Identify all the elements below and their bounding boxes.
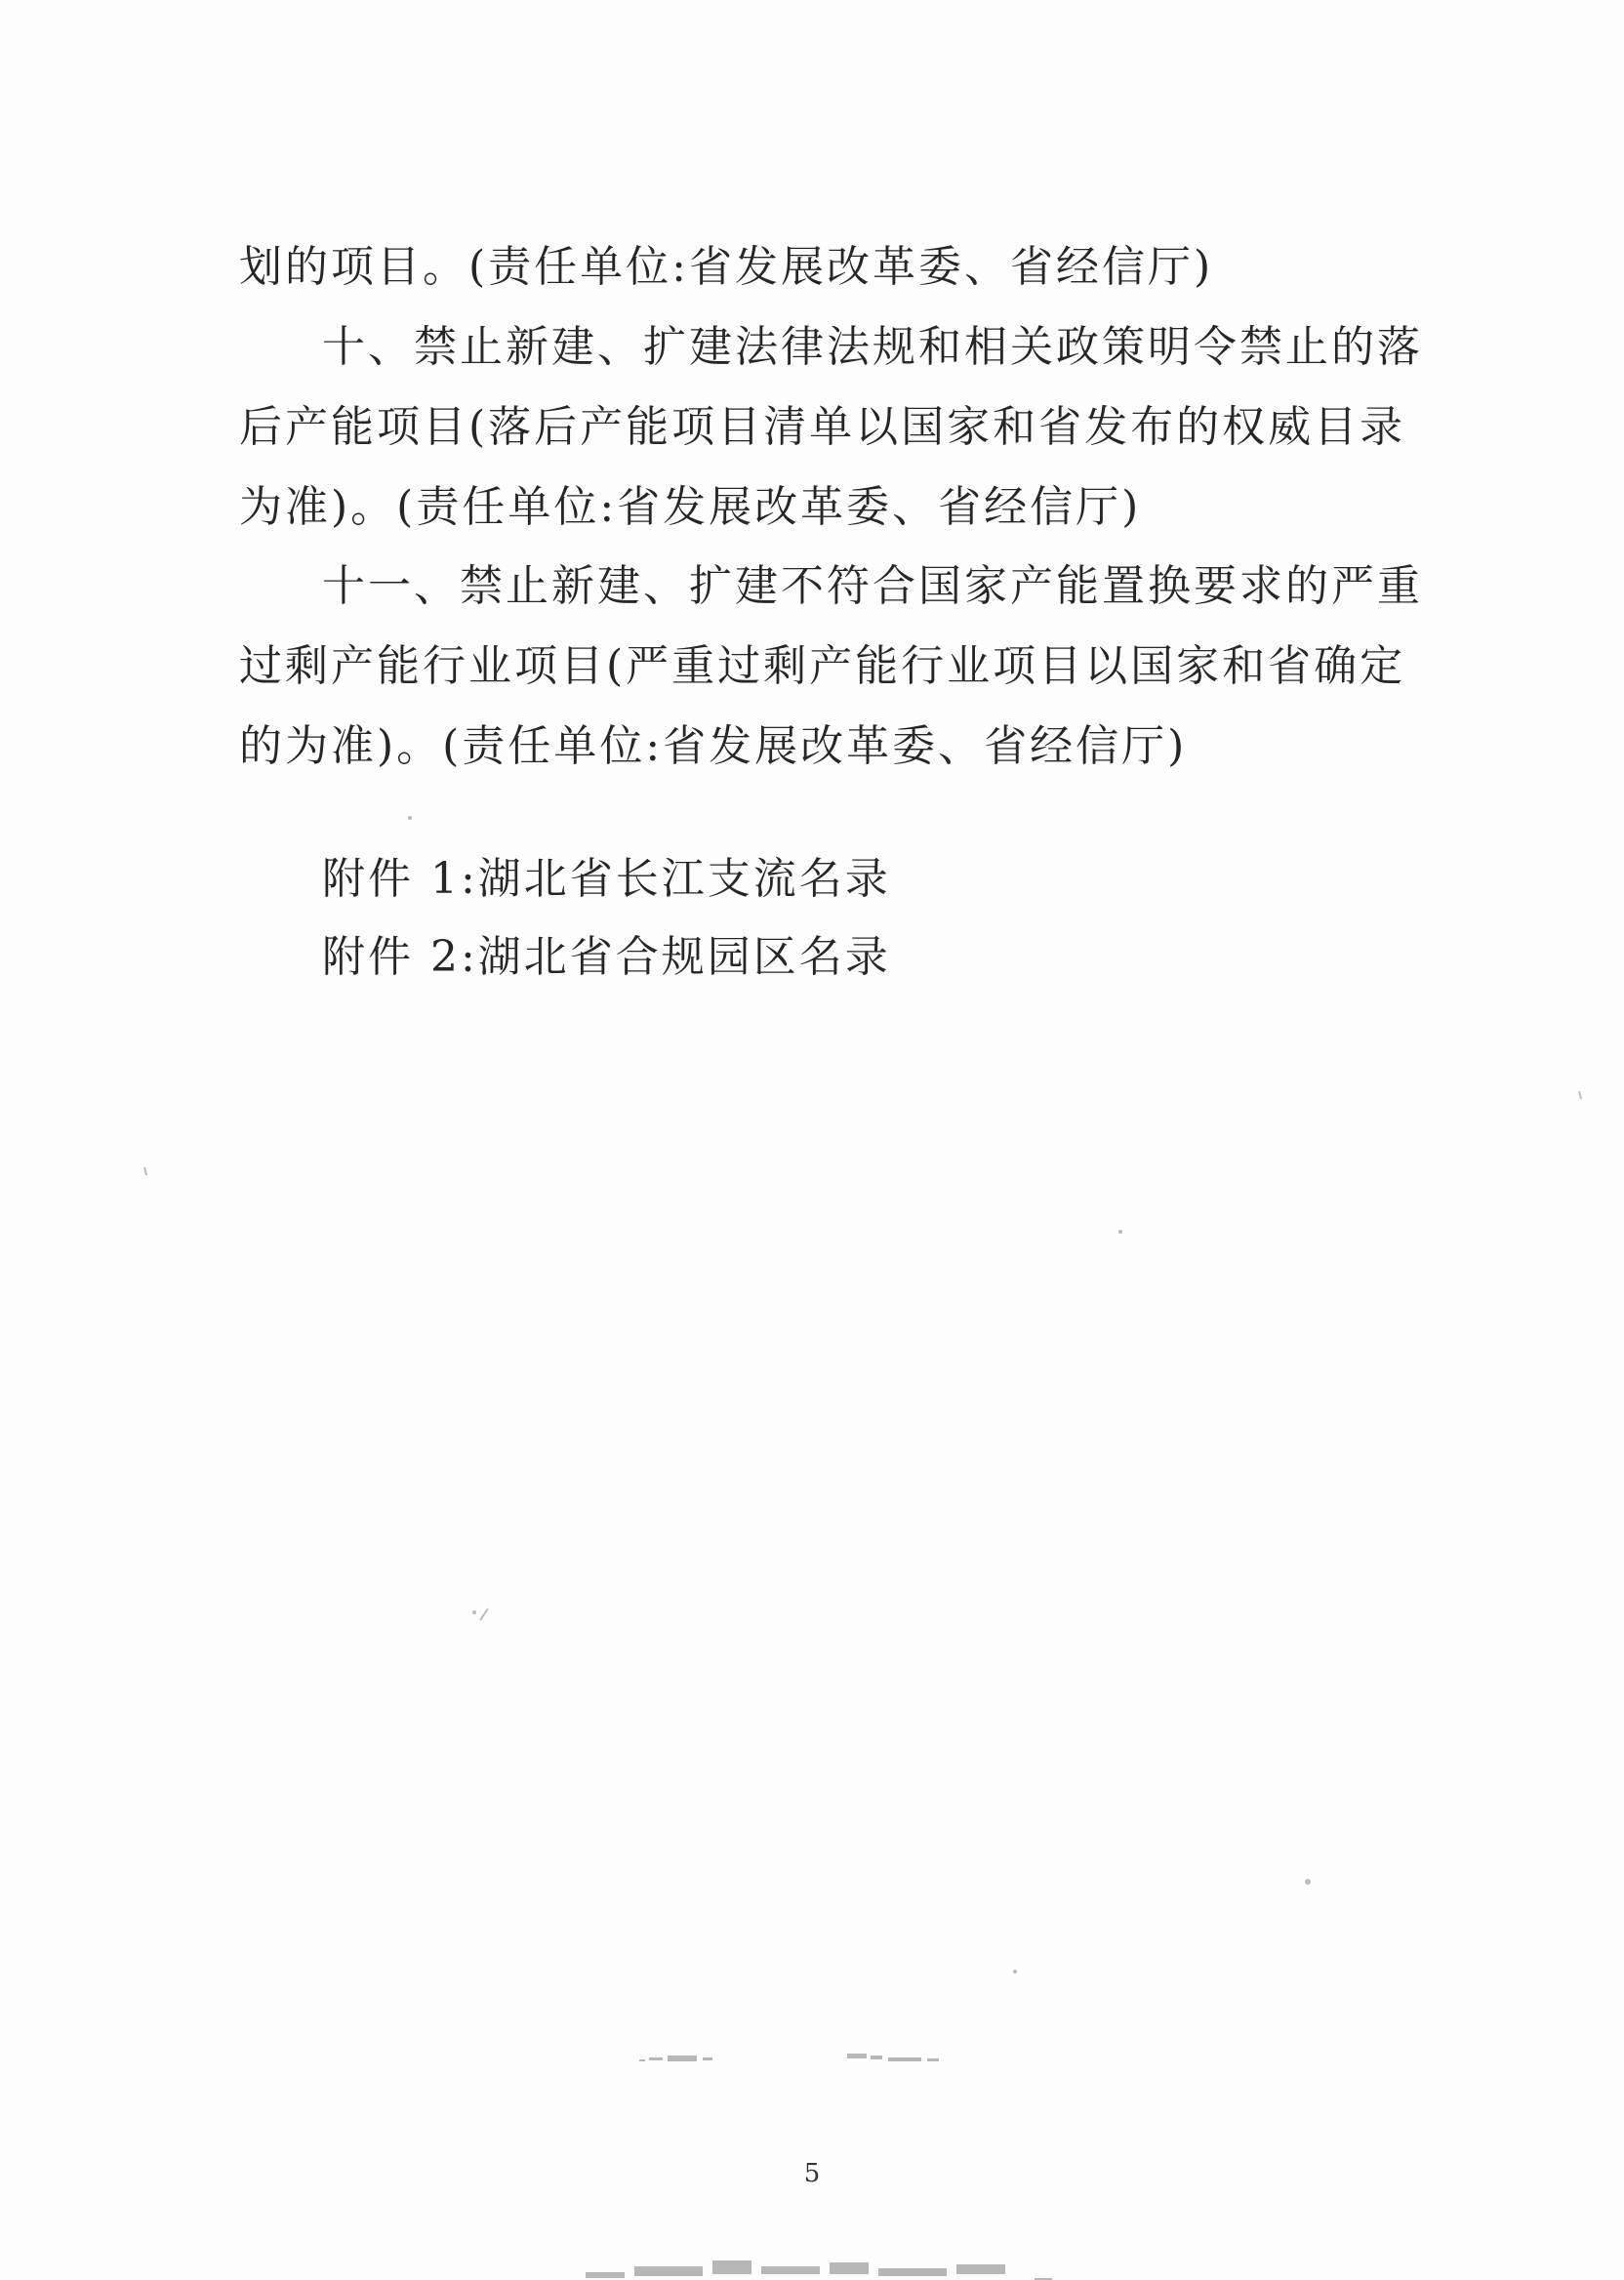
text-line-7: 的为准)。(责任单位:省发展改革委、省经信厅)	[239, 721, 1188, 771]
text-line-5: 十一、禁止新建、扩建不符合国家产能置换要求的严重	[322, 561, 1423, 611]
text-line-6: 过剩产能行业项目(严重过剩产能行业项目以国家和省确定	[239, 641, 1406, 691]
text-line-4: 为准)。(责任单位:省发展改革委、省经信厅)	[239, 482, 1142, 532]
text-line-2: 十、禁止新建、扩建法律法规和相关政策明令禁止的落	[322, 322, 1423, 372]
page-number: 5	[803, 2159, 821, 2188]
text-line-3: 后产能项目(落后产能项目清单以国家和省发布的权威目录	[239, 402, 1406, 452]
attachment-1: 附件 1:湖北省长江支流名录	[322, 854, 891, 904]
attachment-2: 附件 2:湖北省合规园区名录	[322, 932, 891, 982]
text-line-1: 划的项目。(责任单位:省发展改革委、省经信厅)	[239, 242, 1214, 292]
